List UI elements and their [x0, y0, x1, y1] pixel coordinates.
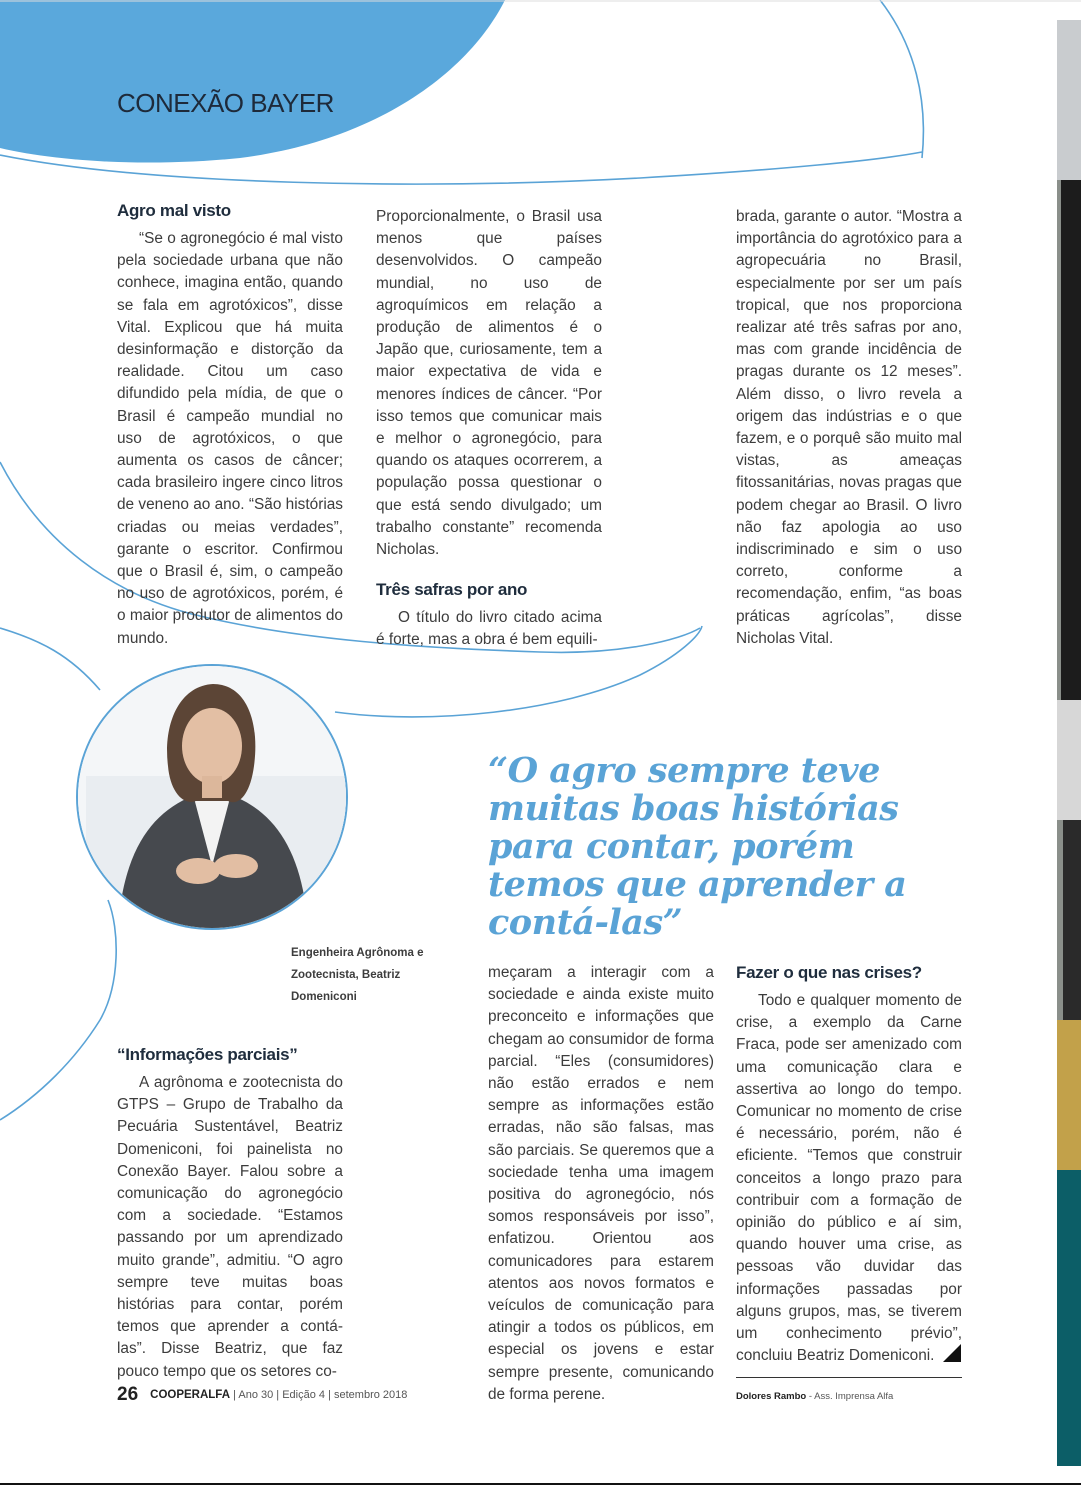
heading-tres-safras: Três safras por ano	[376, 580, 528, 600]
author-role: - Ass. Imprensa Alfa	[806, 1391, 894, 1402]
column-1	[117, 200, 343, 650]
column-6-text: Todo e qualquer momento de crise, a exemplo da Carne Fraca, pode ser amenizado com uma comunicação clara e assertiva ao longo do tempo. Comunicar no momento de crise é necessário, porém, não é eficiente. “Temos que construir conceitos a longo prazo para contribuir com a formação de opinião do público e aí sim, quando houver uma crise, as pessoas vão duvidar das informações passadas por alguns grupos, mas, se tiverem um conhecimento prévio”, concluiu Beatriz Domeniconi.	[736, 992, 962, 1365]
end-of-article-icon	[943, 1344, 961, 1362]
column-5	[488, 962, 714, 1406]
heading-fazer-o-que-nas-crises: Fazer o que nas crises?	[736, 963, 922, 982]
left-arc-2	[0, 628, 100, 690]
column-1-text: “Se o agronegócio é mal visto pela sociedade urbana que não conhece, imagina então, quando se fala em agrotóxicos”, disse Vital. Explicou que há muita desinformação e distorção da realidade. Citou um caso difundido pela mídia, de que o Brasil é campeão mundial no uso de agrotóxicos, o que aumenta os casos de câncer; cada brasileiro ingere cinco litros de veneno ao ano. “São histórias criadas ou meias verdades”, garante o escritor. Confirmou que o Brasil é, sim, o campeão no uso de agrotóxicos, porém, é o maior produtor de alimentos do mundo.	[117, 230, 343, 647]
magazine-name: COOPERALFA	[150, 1389, 231, 1401]
column-5-text: meçaram a interagir com a sociedade e ainda existe muito preconceito e informações que chegam ao consumidor de forma parcial. “Eles (consumidores) não estão errados e nem sempre as informações estão erradas, não são falsas, mas são parciais. Se queremos que a sociedade tenha uma imagem positiva do agronegócio, nós somos responsáveis por isso”, enfatizou. Orientou aos comunicadores para estarem atentos aos novos formatos e veículos de comunicação para atingir a todos os públicos, em especial os jovens e estar sempre presente, comunicando de forma perene.	[488, 964, 714, 1403]
adjacent-page-photo-edge	[1057, 20, 1081, 1466]
portrait-illustration	[78, 666, 346, 928]
top-right-arc	[880, 0, 923, 158]
footer-rule	[736, 1377, 962, 1378]
left-arc-3	[0, 900, 116, 1120]
column-2	[376, 206, 602, 652]
header-bubble	[0, 0, 505, 163]
issue-info: | Ano 30 | Edição 4 | setembro 2018	[233, 1389, 408, 1401]
column-2-text-2: O título do livro citado acima é forte, mas a obra é bem equili-	[376, 609, 602, 649]
column-3	[736, 206, 962, 650]
column-3-text: brada, garante o autor. “Mostra a importância do agrotóxico para a agropecuária no Brasil, especialmente por ser um país tropical, que nos proporciona realizar até três safras por ano, mas com grande incidência de pragas durante os 12 meses”. Além disso, o livro revela a origem das indústrias e o que fazem, e o porquê são muito mal vistas, as ameaças fitossanitárias, novas pragas que podem chegar ao Brasil. O livro não faz apologia ao uso indiscriminado e sim o uso correto, conforme a recomendação, enfim, “as boas práticas agrícolas”, disse Nicholas Vital.	[736, 208, 962, 647]
column-4	[117, 1044, 343, 1383]
author-name: Dolores Rambo	[736, 1391, 807, 1402]
page-number: 26	[117, 1384, 139, 1405]
heading-informacoes-parciais: “Informações parciais”	[117, 1045, 298, 1064]
portrait-photo	[76, 664, 348, 930]
column-4-text: A agrônoma e zootecnista do GTPS – Grupo de Trabalho da Pecuária Sustentável, Beatriz Domeniconi, foi painelista no Conexão Bayer. Falou sobre a comunicação do agronegócio com a sociedade. “Estamos passando por um aprendizado muito grande”, admitiu. “O agro sempre teve muitas boas histórias para contar, porém temos que aprender a contá-las”. Disse Beatriz, que faz pouco tempo que os setores co-	[117, 1074, 343, 1380]
footer-page-info	[117, 1384, 407, 1406]
edge-photo-illustration	[1057, 20, 1081, 1466]
column-6	[736, 962, 962, 1367]
pull-quote: “O agro sempre teve muitas boas histórias para contar, porém temos que aprender a contá-las”	[488, 750, 907, 943]
photo-caption: Engenheira Agrônoma e Zootecnista, Beatriz Domeniconi	[291, 947, 424, 1003]
column-2-text: Proporcionalmente, o Brasil usa menos que países desenvolvidos. O campeão mundial, no uso de agroquímicos em relação a produção de alimentos é o Japão que, curiosamente, tem a maior expectativa de vida e menores índices de câncer. “Por isso temos que comunicar mais e melhor o agronegócio, para quando os ataques ocorrerem, a população possa questionar o que está sendo divulgado; um trabalho constante” recomenda Nicholas.	[376, 208, 602, 559]
section-title: CONEXÃO BAYER	[117, 88, 334, 118]
footer-credit	[736, 1391, 893, 1402]
heading-agro-mal-visto: Agro mal visto	[117, 201, 231, 220]
